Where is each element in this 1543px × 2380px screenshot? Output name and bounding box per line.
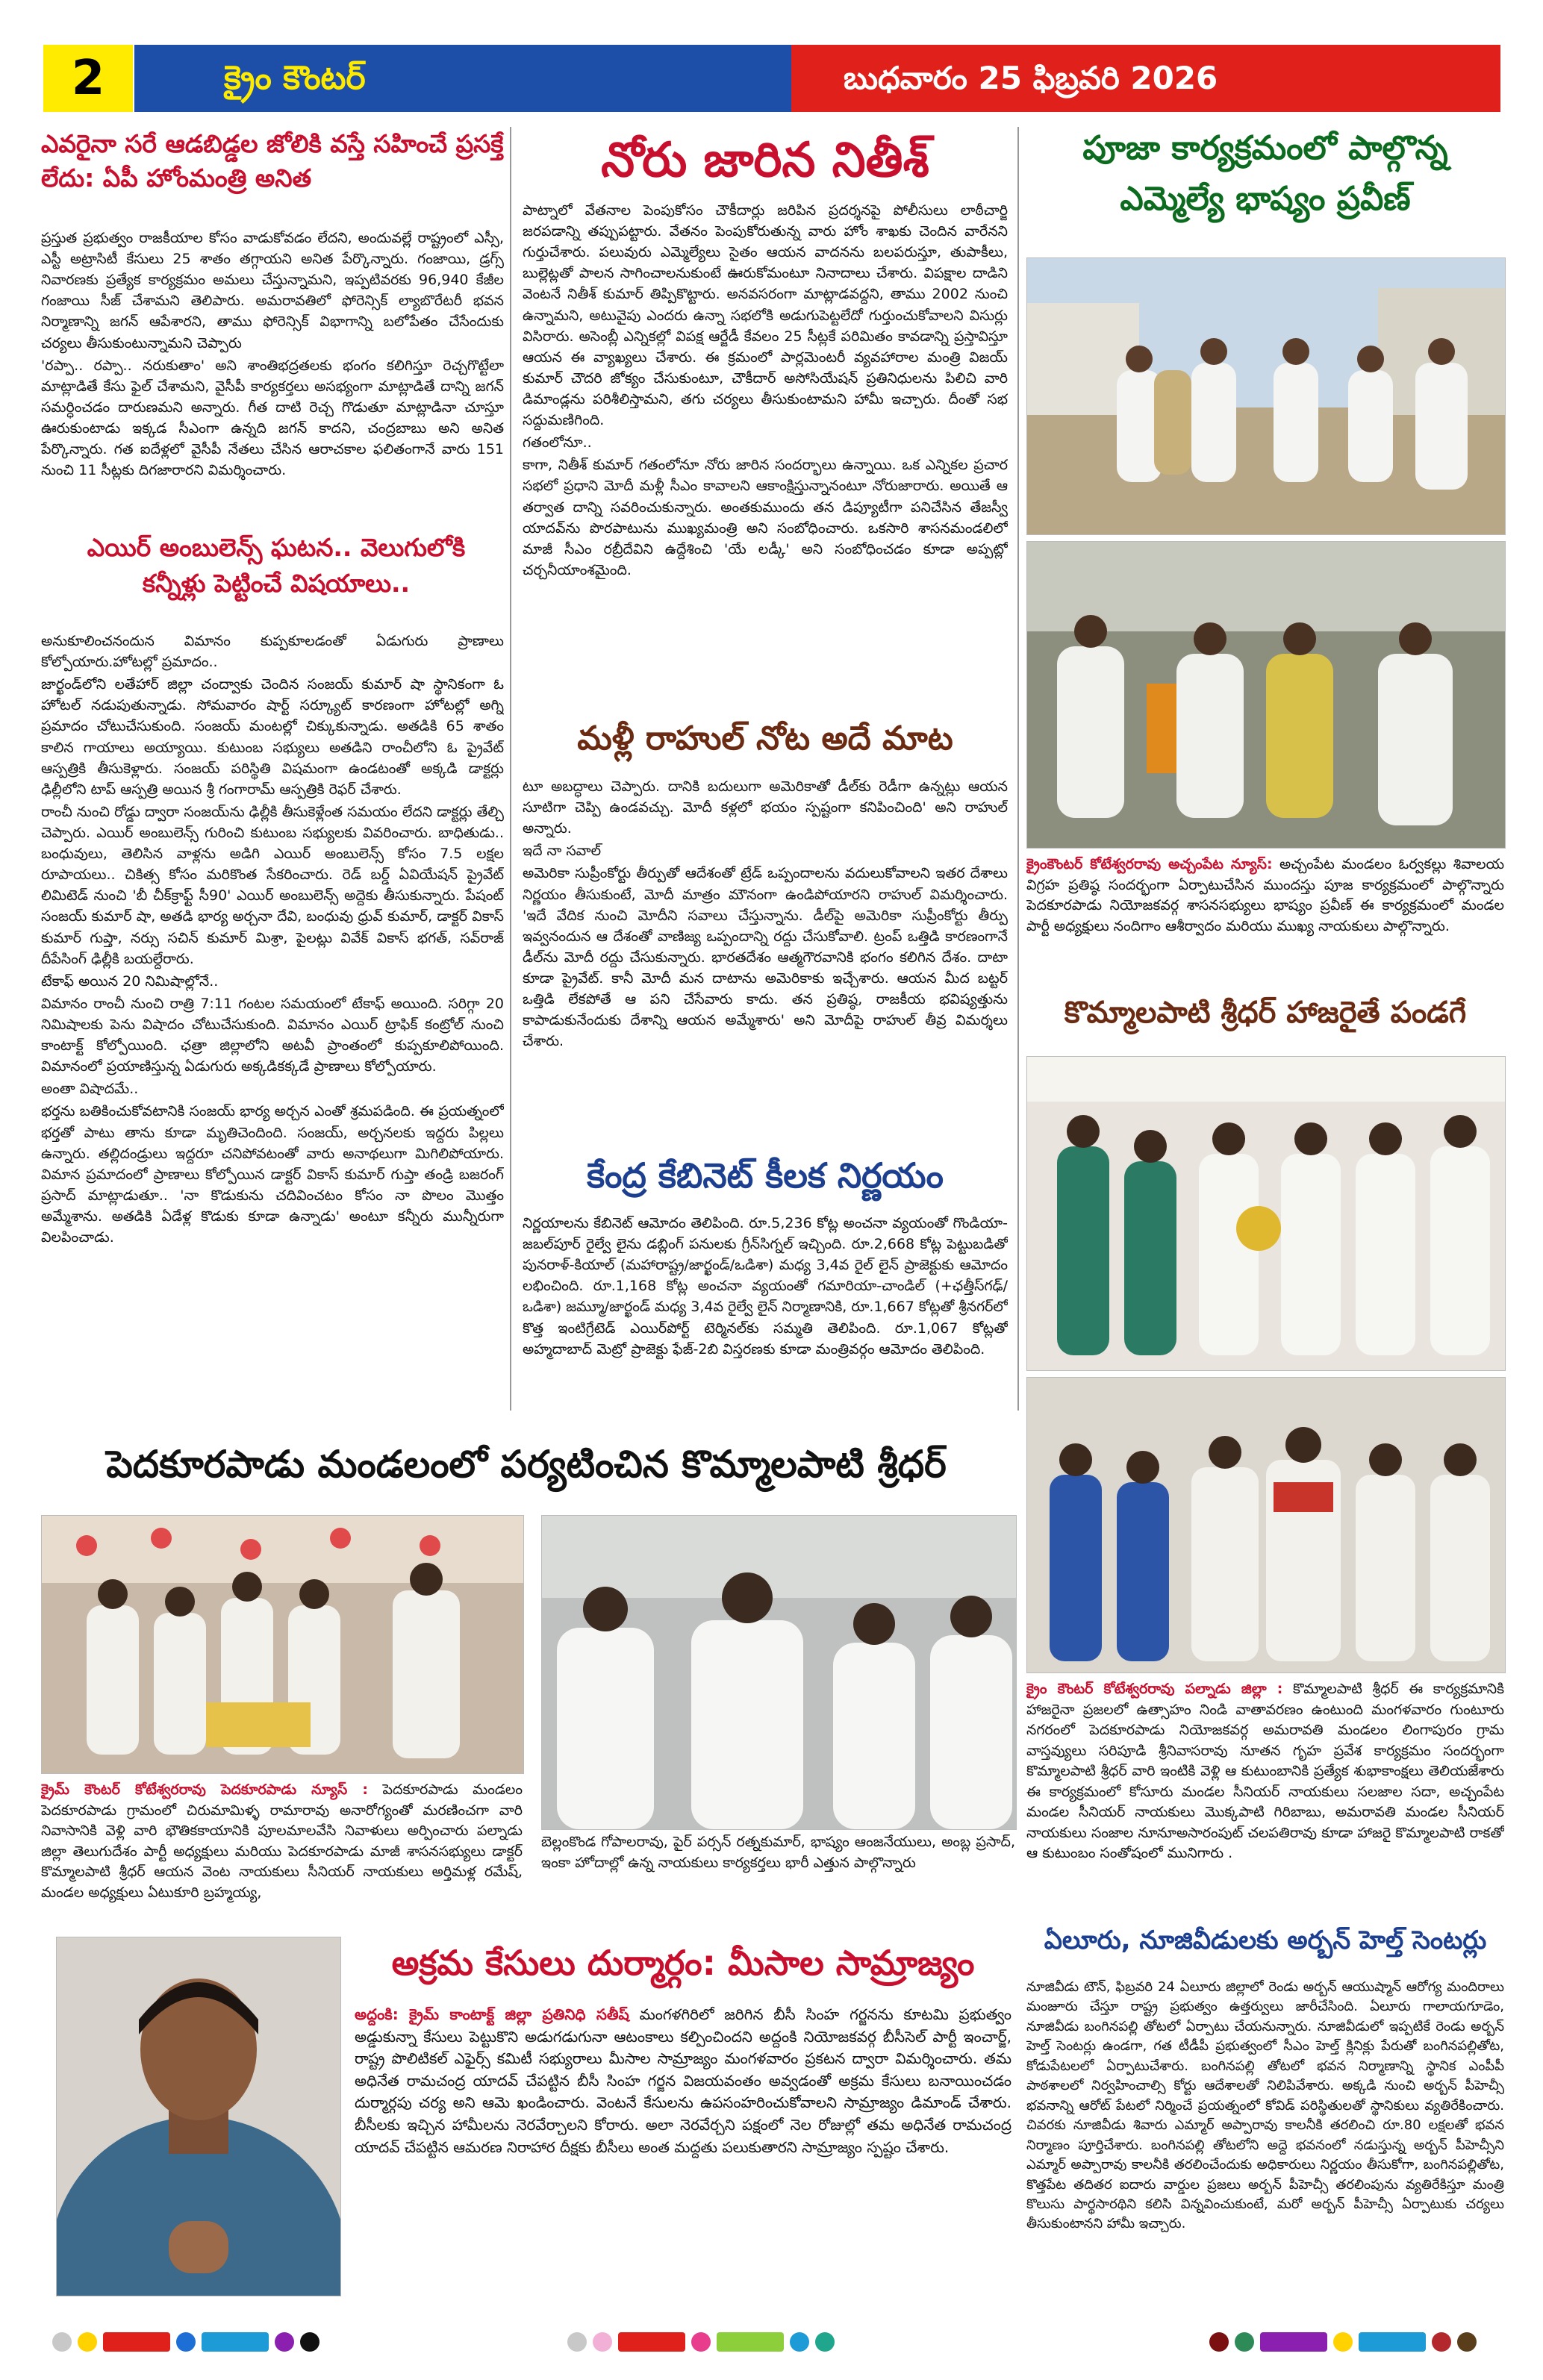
- article-paragraph: పాట్నాలో వేతనాల పెంపుకోసం చౌకీదార్లు జరిపిన ప్రదర్శనపై పోలీసులు లాఠీచార్జి జరపడాన్ని తప్పుపట్టారు. వేతనం పెంపుకోరుతున్న వారు హోం శాఖకు చెందిన వారేనని గుర్తుచేశారు. పలువురు ఎమ్మెల్యేలు సైతం ఆయన వాదనను బలపరుస్తూ, తుపాకీలు, బుల్లెట్లతో పాలన సాగించాలనుకుంటే ఊరుకోమంటూ నినాదాలు చేశారు. విపక్షాల దాడిని వెంటనే నితీశ్ కుమార్ తిప్పికొట్టారు. అనవసరంగా మాట్లాడవద్దని, తాము 2002 నుంచి ఉన్నామని, అటువైపు ఎందరు ఉన్నా సభలోకి అడుగుపెట్టలేదో గుర్తుంచుకోవాలని విసుర్లు విసిరారు. అసెంబ్లీ ఎన్నికల్లో విపక్ష ఆర్జేడీ కేవలం 25 సీట్లకే పరిమితం కావడాన్ని ప్రస్తావిస్తూ ఆయన ఈ వ్యాఖ్యలు చేశారు. ఈ క్రమంలో పార్లమెంటరీ వ్యవహారాల మంత్రి విజయ్ కుమార్ చౌదరి జోక్యం చేసుకుంటూ, చౌకీదార్ అసోసియేషన్ ప్రతినిధులను పిలిచి వారి డిమాండ్లను పరిశీలిస్తామని, తగు చర్యలు తీసుకుంటామని హామీ ఇచ్చారు. దీంతో సభ సద్దుమణిగింది.: [523, 202, 1008, 429]
- caption-text: మంగళగిరిలో జరిగిన బీసీ సింహ గర్జనను కూటమి ప్రభుత్వం అడ్డుకున్నా కేసులు పెట్టుకొని అడుగడుగునా ఆటంకాలు కల్పించిందని అద్దంకి నియోజకవర్గ బీసీసెల్ పార్టీ ఇంచార్జ్, రాష్ట్ర పొలిటికల్ ఎఫైర్స్ కమిటీ సభ్యురాలు మీసాల సామ్రాజ్యం మంగళవారం ప్రకటన ద్వారా విమర్శించారు. తమ అధినేత రామచంద్ర యాదవ్ చేపట్టిన బీసీ సింహ గర్జన విజయవంతం అవ్వడంతో అక్రమ కేసులు బనాయించడం దుర్మార్గపు చర్య అని ఆమె ఖండించారు. వెంటనే కేసులను ఉపసంహరించుకోవాలని సామ్రాజ్యం డిమాండ్ చేశారు. బీసీలకు ఇచ్చిన హామీలను నెరవేర్చాలని కోరారు. అలా నెరవేర్చని పక్షంలో నెల రోజుల్లో తమ అధినేత రామచంద్ర యాదవ్ చేపట్టిన ఆమరణ నిరాహార దీక్షకు బీసీలు అంత మద్దతు పలుకుతారని సామ్రాజ్యం స్పష్టం చేశారు.: [355, 2005, 1011, 2156]
- footer-color-dot: [52, 2332, 72, 2352]
- page-number: 2: [43, 45, 133, 112]
- article-paragraph: భర్తను బతికించుకోవటానికి సంజయ్ భార్య అర్చన ఎంతో శ్రమపడింది. ఈ ప్రయత్నంలో భర్తతో పాటు తాను కూడా మృతిచెందింది. సంజయ్, అర్చనలకు ఇద్దరు పిల్లలు ఉన్నారు. తల్లిదండ్రులు ఇద్దరూ చనిపోవటంతో వారు అనాథలుగా మిగిలిపోయారు. విమాన ప్రమాదంలో ప్రాణాలు కోల్పోయిన డాక్టర్ వికాస్ కుమార్ గుప్తా తండ్రి బజరంగ్ ప్రసాద్ మాట్లాడుతూ.. 'నా కొడుకును చదివించటం కోసం నా పొలం మొత్తం అమ్మేశాను. అతడికి ఏడేళ్ల కొడుకు కూడా ఉన్నాడు' అంటూ కన్నీరు మున్నీరుగా విలపించాడు.: [41, 1103, 504, 1246]
- caption-text: నూజివీడు టౌన్, ఫిబ్రవరి 24 ఏలూరు జిల్లాలో రెండు అర్బన్ ఆయుష్మాన్ ఆరోగ్య మందిరాలు మంజూరు చేస్తూ రాష్ట్ర ప్రభుత్వం ఉత్తర్వులు జారీచేసింది. ఏలూరు గాలాయగూడెం, నూజివీడు బంగినపల్లి తోటలో ఏర్పాటు చేయనున్నారు. నూజివీడులో ఇప్పటికే రెండు అర్బన్ హెల్త్ సెంటర్లు ఉండగా, గత టీడీపీ ప్రభుత్వంలో సీఎం హెల్త్ క్లినిక్లు పేరుతో బంగినపల్లితోట, కోడుపేటలలో ఏర్పాటుచేశారు. బంగినపల్లి తోటలో భవన నిర్మాణాన్ని స్థానిక ఎంపీపీ పాఠశాలలో నిర్వహించాల్సి కోర్టు ఆదేశాలతో నిలిపివేశారు. అక్కడి నుంచి అర్బన్ పీహెచ్సీ భవనాన్ని ఆరోట్ పేటలో నిర్మించే ప్రయత్నంలో కోవిడ్ పరిస్థితులతో స్థానికులు వ్యతిరేకించారు. చివరకు నూజివీడు శివారు ఎమ్మార్ అప్పారావు కాలనీకి తరలించి రూ.80 లక్షలతో భవన నిర్మాణం పూర్తిచేశారు. బంగినపల్లి తోటలోని అద్దె భవనంలో నడుస్తున్న అర్బన్ పీహెచ్సీని ఎమ్మార్ అప్పారావు కాలనీకి తరలించేందుకు అధికారులు నిర్ణయం తీసుకోగా, బంగినపల్లితోట, కొత్తపేట తదితర ఐదారు వార్డుల ప్రజలు అర్బన్ పీహెచ్సీ తరలింపును వ్యతిరేకిస్తూ మంత్రి కొలుసు పార్థసారథిని కలిసి విన్నవించుకుంటే, మరో అర్బన్ పీహెచ్సీ ఏర్పాటుకు చర్యలు తీసుకుంటానని హామీ ఇచ్చారు.: [1026, 1979, 1504, 2232]
- footer-color-dot: [1333, 2332, 1353, 2352]
- footer-color-dot: [1209, 2332, 1229, 2352]
- article-paragraph: 'రప్పా.. రప్పా.. నరుకుతాం' అని శాంతిభద్రతలకు భంగం కలిగిస్తూ రెచ్చగొట్టేలా మాట్లాడితే కేసు ఫైల్ చేశామని, వైసీపీ కార్యకర్తలు అసభ్యంగా మాట్లాడితే దాన్ని జగన్ సమర్ధించడం దారుణమని అన్నారు. గీత దాటి రెచ్చ గొడుతూ మాట్లాడినా చూస్తూ ఊరుకుంటాడు ఇక్కడ సీఎంగా ఉన్నది జగన్ కాదని, చంద్రబాబు అని అనిత పేర్కొన్నారు. గత ఐదేళ్లలో వైసీపీ నేతలు చేసిన ఆరాచకాల ఫలితంగానే వారు 151 నుంచి 11 సీట్లకు దిగజారారని విమర్శించారు.: [41, 357, 504, 479]
- photo-felicitation-2-image: [1027, 1378, 1505, 1672]
- photo-condolence: [41, 1515, 524, 1774]
- article-paragraph: అనుకూలించనందున విమానం కుప్పకూలడంతో ఏడుగురు ప్రాణాలు కోల్పోయారు.హోటల్లో ప్రమాదం..: [41, 633, 504, 671]
- footer-color-bar: [717, 2332, 784, 2352]
- caption-text: బెల్లంకొండ గోపాలరావు, పైర్ పర్సన్ రత్నకుమార్, భాష్యం ఆంజనేయులు, అంబ్ల ప్రసాద్, ఇంకా హోదాల్లో ఉన్న నాయకులు కార్యకర్తలు భారీ ఎత్తున పాల్గొన్నారు: [541, 1834, 1015, 1871]
- photo-condolence-image: [42, 1516, 523, 1773]
- article-caption: [1026, 855, 1504, 978]
- article-body: [523, 776, 1008, 1142]
- footer-color-bar: [618, 2332, 685, 2352]
- article-headline: కొమ్మాలపాటి శ్రీధర్ హాజరైతే పండగే: [1064, 996, 1467, 1030]
- dateline: క్రైమ్ కౌంటర్ కోటేశ్వరరావు పెదకూరపాడు న్యూస్ :: [41, 1781, 368, 1798]
- footer-color-dot: [1235, 2332, 1254, 2352]
- article-paragraph: విమానం రాంచీ నుంచి రాత్రి 7:11 గంటల సమయంలో టేకాఫ్ అయింది. సరిగ్గా 20 నిమిషాలకు పెను విషాదం చోటుచేసుకుంది. విమానం ఎయిర్ ట్రాఫిక్ కంట్రోల్ నుంచి కాంటాక్ట్ కోల్పోయింది. ఛత్రా జిల్లాలోని అటవీ ప్రాంతంలో కుప్పకూలిపోయింది. విమానంలో ప్రయాణిస్తున్న ఏడుగురు అక్కడికక్కడే ప్రాణాలు కోల్పోయారు.: [41, 995, 504, 1075]
- photo-event-walk: [1026, 257, 1506, 535]
- article-body: [523, 1213, 1008, 1407]
- column-divider: [510, 127, 511, 1411]
- article-paragraph: గతంలోనూ..: [523, 434, 592, 452]
- article-body: [523, 200, 1008, 693]
- dateline: క్రైం కౌంటర్ కోటేశ్వరరావు పల్నాడు జిల్లా :: [1026, 1681, 1283, 1697]
- article-paragraph: ఇదే నా సవాల్: [523, 843, 602, 860]
- article-caption: [41, 1780, 523, 1903]
- issue-date: బుధవారం 25 ఫిబ్రవరి 2026: [844, 60, 1218, 96]
- footer-color-dot: [78, 2332, 97, 2352]
- footer-color-bar: [202, 2332, 269, 2352]
- footer-color-bar-right: [1209, 2332, 1523, 2362]
- footer-color-dot: [1432, 2332, 1451, 2352]
- article-headline: ఎవరైనా సరే ఆడబిడ్డల జోలికి వస్తే సహించే ప్రసక్తే లేదు: ఏపీ హోంమంత్రి అనిత: [41, 129, 504, 193]
- photo-meesala-samrajyam-image: [57, 1937, 340, 2296]
- article-paragraph: టేకాఫ్ అయిన 20 నిమిషాల్లోనే..: [41, 972, 219, 990]
- footer-color-dot: [691, 2332, 711, 2352]
- photo-puja-image: [1027, 542, 1505, 848]
- footer-color-dot: [790, 2332, 809, 2352]
- photo-felicitation-1-image: [1027, 1057, 1505, 1370]
- article-paragraph: అంతా విషాదమే..: [41, 1081, 139, 1098]
- article-caption: [1026, 1679, 1504, 1899]
- footer-color-bar-middle: [567, 2332, 956, 2362]
- article-headline: పూజా కార్యక్రమంలో పాల్గొన్న ఎమ్మెల్యే భాష్యం ప్రవీణ్: [1082, 129, 1448, 219]
- caption-text: పెదకూరపాడు మండలం పెదకూరపాడు గ్రామంలో చిరుమామిళ్ళ రామారావు అనారోగ్యంతో మరణించగా వారి నివాసానికి వెళ్లి వారి భౌతికకాయానికి పూలమాలవేసి నివాళులు అర్పించారు పల్నాడు జిల్లా తెలుగుదేశం పార్టీ అధ్యక్షులు మరియు పెదకూరపాడు మాజీ శాసనసభ్యులు డాక్టర్ కొమ్మాలపాటి శ్రీధర్ ఆయన వెంట నాయకులు సీనియర్ నాయకులు అర్తిమళ్ల రమేష్, మండల అధ్యక్షులు ఏటుకూరి బ్రహ్మయ్య,: [41, 1781, 523, 1901]
- footer-color-bar: [103, 2332, 170, 2352]
- article-paragraph: జార్ఖండ్‌లోని లతేహార్ జిల్లా చంద్వాకు చెందిన సంజయ్ కుమార్ షా స్థానికంగా ఓ హోటల్ నడుపుతున్నాడు. సోమవారం షార్ట్ సర్క్యూట్ కారణంగా హోటల్లో అగ్ని ప్రమాదం చోటుచేసుకుంది. సంజయ్ మంటల్లో చిక్కుకున్నాడు. అతడికి 65 శాతం కాలిన గాయాలు అయ్యాయి. కుటుంబ సభ్యులు అతడిని రాంచీలోని ఓ ప్రైవేట్ ఆస్పత్రికి తీసుకెళ్లారు. సంజయ్ పరిస్థితి విషమంగా ఉండటంతో అక్కడి డాక్టర్లు ఢిల్లీలోని టాప్ ఆస్పత్రి అయిన శ్రీ గంగారామ్ ఆస్పత్రికి రెఫర్ చేశారు.: [41, 676, 504, 798]
- footer-color-dot: [567, 2332, 587, 2352]
- photo-puja: [1026, 541, 1506, 849]
- article-paragraph: నిర్ణయాలను కేబినెట్ ఆమోదం తెలిపింది. రూ.5,236 కోట్ల అంచనా వ్యయంతో గొండియా-జబల్‌పూర్ రైల్వే లైను డబ్లింగ్ పనులకు గ్రీన్‌సిగ్నల్ ఇచ్చింది. రూ.2,668 కోట్ల పెట్టుబడితో పునరాళ్-కియాల్ (మహారాష్ట్ర/జార్ఖండ్/ఒడిశా) మధ్య 3,4వ రైల్ లైన్ ప్రాజెక్టుకు ఆమోదం లభించింది. రూ.1,168 కోట్ల అంచనా వ్యయంతో గమారియా-చాండిల్ (+ఛత్తీస్‌గఢ్/ఒడిశా) జమ్మూ/జార్ఖండ్ మధ్య 3,4వ రైల్వే లైన్ నిర్మాణానికి, రూ.1,667 కోట్లతో శ్రీనగర్‌లో కొత్త ఇంటిగ్రేటెడ్ ఎయిర్‌పోర్ట్ టెర్మినల్‌కు సమ్మతి తెలిపింది. రూ.1,067 కోట్లతో అహ్మదాబాద్ మెట్రో ప్రాజెక్టు ఫేజ్-2బి విస్తరణకు కూడా మంత్రివర్గం ఆమోదం తెలిపింది.: [523, 1215, 1008, 1358]
- article-paragraph: కాగా, నితీశ్ కుమార్ గతంలోనూ నోరు జారిన సందర్భాలు ఉన్నాయి. ఒక ఎన్నికల ప్రచార సభలో ప్రధాని మోదీ మళ్లీ సీఎం కావాలని ఆకాంక్షిస్తున్నానంటూ నోరుజారారు. అయితే ఆ తర్వాత దాన్ని సవరించుకున్నారు. అంతకుముందు తన డిప్యూటీగా పనిచేసిన తేజస్వీ యాదవ్‌ను పొరపాటును ముఖ్యమంత్రి అని సంబోధించారు. ఒకసారి శాసనమండలిలో మాజీ సీఎం రబ్రీదేవిని ఉద్దేశించి 'యే లడ్కీ' అని సంబోధించడం కూడా అప్పట్లో చర్చనీయాంశమైంది.: [523, 457, 1008, 578]
- footer-color-dot: [593, 2332, 612, 2352]
- article-paragraph: రాంచీ నుంచి రోడ్డు ద్వారా సంజయ్‌ను ఢిల్లీకి తీసుకెళ్లేంత సమయం లేదని డాక్టర్లు తేల్చి చెప్పారు. ఎయిర్ అంబులెన్స్ గురించి కుటుంబ సభ్యులకు వివరించారు. బాధితుడు.. బంధువులు, తెలిసిన వాళ్లను అడిగి ఎయిర్ అంబులెన్స్ కోసం 7.5 లక్షల రూపాయలు.. చికిత్స కోసం మరికొంత సేకరించారు. రెడ్ బర్డ్ ఏవియేషన్ ప్రైవేట్ లిమిటెడ్ నుంచి 'బీ చీక్‌క్రాఫ్ట్ సీ90' ఎయిర్ అంబులెన్స్ అద్దెకు తీసుకున్నారు. పేషంట్ సంజయ్ కుమార్ షా, అతడి భార్య అర్చనా దేవి, బంధువు ధ్రువ్ కుమార్, డాక్టర్ వికాస్ కుమార్ గుప్తా, నర్సు సచిన్ కుమార్ మిశ్రా, పైలట్లు వివేక్ వికాస్ భగత్, సవ్‌రాజ్ దీపేసింగ్ ఢిల్లీకి బయల్దేరారు.: [41, 803, 504, 967]
- footer-color-bar: [1260, 2332, 1327, 2352]
- footer-color-dot: [1457, 2332, 1477, 2352]
- article-body: [41, 228, 504, 522]
- article-headline: ఎయిర్ అంబులెన్స్ ఘటన.. వెలుగులోకి కన్నీళ్లు పెట్టించే విషయాలు..: [87, 533, 466, 598]
- article-paragraph: అమెరికా సుప్రీంకోర్టు తీర్పుతో ఆదేశంతో ట్రేడ్ ఒప్పందాలను వదులుకోవాలని ఇతర దేశాలు నిర్ణయం తీసుకుంటే, మోదీ మాత్రం మౌనంగా ఉండిపోయారని రాహుల్ విమర్శించారు. 'ఇదే వేదిక నుంచి మోదీని సవాలు చేస్తున్నాను. డీల్‌పై అమెరికా సుప్రీంకోర్టు తీర్పు ఇవ్వనందున ఆ దేశంతో వాణిజ్య ఒప్పందాన్ని రద్దు చేసుకోవాలి. ట్రంప్ ఒత్తిడి కారణంగానే డీల్‌ను మోదీ రద్దు చేసుకున్నారు. భారతదేశం ఆత్మగౌరవానికి భంగం కలిగిన దేశం. దాటా కూడా ప్రైవేట్. కానీ మోదీ మన దాటాను అమెరికాకు ఇచ్చేశారు. ఆయన మీద బట్టర్ ఒత్తిడి లేకపోతే ఆ పని చేసేవారు కాదు. తన ప్రతిష్ఠ, రాజకీయ భవిష్యత్తును కాపాడుకునేందుకు దేశాన్ని ఆయన అమ్మేశారు' అని మోదీపై రాహుల్ తీవ్ర విమర్శలు చేశారు.: [523, 865, 1008, 1050]
- caption-text: అచ్చంపేట మండలం ఓర్వకల్లు శివాలయ విగ్రహ ప్రతిష్ఠ సందర్భంగా ఏర్పాటుచేసిన ముందస్తు పూజ కార్యక్రమంలో పాల్గొన్నారు పెదకూరపాడు నియోజకవర్గ శాసనసభ్యులు భాష్యం ప్రవీణ్ ఈ కార్యక్రమంలో మండల పార్టీ అధ్యక్షులు నందిగాం ఆశీర్వాదం మరియు ముఖ్య నాయకులు పాల్గొన్నారు.: [1026, 856, 1504, 934]
- column-divider: [1017, 127, 1019, 1411]
- dateline: క్రైంకౌంటర్ కోటేశ్వరరావు అచ్చంపేట న్యూస్:: [1026, 856, 1273, 872]
- photo-felicitation-2: [1026, 1377, 1506, 1673]
- article-paragraph: ప్రస్తుత ప్రభుత్వం రాజకీయాల కోసం వాడుకోవడం లేదని, అందువల్లే రాష్ట్రంలో ఎస్సీ, ఎస్టీ అట్రాసిటీ కేసులు 25 శాతం తగ్గాయని అనిత పేర్కొన్నారు. గంజాయి, డ్రగ్స్ నివారణకు ప్రత్యేక కార్యక్రమం అమలు చేస్తున్నామని, ఇప్పటివరకు 96,940 కేజీల గంజాయి సీజ్ చేశామని తెలిపారు. అమరావతిలో ఫోరెన్సిక్ ల్యాబొరేటరీ భవన నిర్మాణాన్ని జగన్ ఆపేశారని, తాము ఫోరెన్సిక్ విభాగాన్ని బలోపేతం చేసేందుకు చర్యలు తీసుకుంటున్నామని చెప్పారు: [41, 230, 504, 352]
- dateline: అద్దంకి: క్రైమ్ కాంటాక్ట్ జిల్లా ప్రతినిధి సతీష్: [355, 2005, 629, 2023]
- footer-color-bar: [1359, 2332, 1426, 2352]
- article-body: [41, 631, 504, 1407]
- article-headline: మళ్లీ రాహుల్ నోట అదే మాట: [577, 719, 953, 758]
- footer-color-dot: [815, 2332, 835, 2352]
- article-caption: [355, 2004, 1011, 2302]
- article-caption: [541, 1832, 1015, 1899]
- photo-felicitation-1: [1026, 1056, 1506, 1371]
- footer-color-dot: [300, 2332, 319, 2352]
- footer-color-bar-left: [52, 2332, 366, 2362]
- footer-color-dot: [275, 2332, 294, 2352]
- photo-leaders-group: [541, 1515, 1017, 1830]
- banner-headline: పెదకూరపాడు మండలంలో పర్యటించిన కొమ్మాలపాటి శ్రీధర్: [106, 1443, 947, 1486]
- paper-name: క్రైం కౌంటర్: [224, 59, 366, 97]
- article-headline: కేంద్ర కేబినెట్ కీలక నిర్ణయం: [587, 1155, 944, 1196]
- article-caption: [1026, 1978, 1504, 2306]
- article-headline: అక్రమ కేసులు దుర్మార్గం: మీసాల సామ్రాజ్యం: [391, 1943, 975, 1983]
- article-paragraph: టూ అబద్ధాలు చెప్పారు. దానికి బదులుగా అమెరికాతో డీల్‌కు రెడీగా ఉన్నట్లు ఆయన సూటిగా చెప్పి ఉండవచ్చు. మోదీ కళ్లలో భయం స్పష్టంగా కనిపించింది' అని రాహుల్ అన్నారు.: [523, 778, 1008, 837]
- photo-meesala-samrajyam: [56, 1937, 341, 2296]
- photo-event-walk-image: [1027, 258, 1505, 534]
- article-headline: నోరు జారిన నితీశ్: [601, 133, 929, 188]
- caption-text: కొమ్మాలపాటి శ్రీధర్ ఈ కార్యక్రమానికి హాజరైనా ప్రజలలో ఉత్సాహం నిండి వాతావరణం ఉంటుంది మంగళవారం గుంటూరు నగరంలో పెదకూరపాడు నియోజకవర్గ అమరావతి మండలం లింగాపురం గ్రామ వాస్తవ్యులు సరిపూడి శ్రీనివాసరావు నూతన గృహ ప్రవేశ కార్యక్రమం సందర్భంగా కొమ్మాలపాటి శ్రీధర్ వారి ఇంటికి వెళ్లి ఆ కుటుంబానికి ప్రత్యేక శుభాకాంక్షలు తెలియజేశారు ఈ కార్యక్రమంలో కోసూరు మండల సీనియర్ నాయకులు సలజాల సదా, అచ్చంపేట మండల సీనియర్ నాయకులు మొక్కపాటి గిరిబాబు, అమరావతి మండల సీనియర్ నాయకులు సంజాల నూనూఅసారంపుట్ చలపతిరావు కూడా హాజరై కొమ్మాలపాటి రాకతో ఆ కుటుంబం సంతోషంలో మునిగారు .: [1026, 1681, 1504, 1862]
- article-headline: ఏలూరు, నూజివీడులకు అర్బన్ హెల్త్ సెంటర్లు: [1044, 1925, 1487, 1955]
- footer-color-dot: [176, 2332, 196, 2352]
- photo-leaders-group-image: [542, 1516, 1016, 1829]
